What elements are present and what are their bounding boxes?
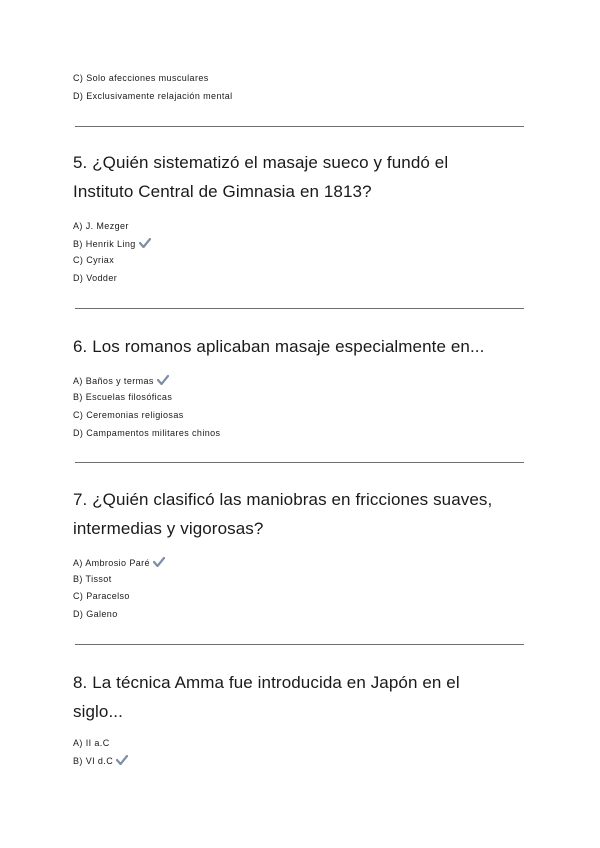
question-6-option-b: B) Escuelas filosóficas (73, 392, 173, 402)
check-icon (153, 557, 165, 567)
question-8-line-2: siglo... (73, 702, 123, 721)
check-icon (157, 375, 169, 385)
question-6-title (73, 332, 533, 361)
divider (75, 462, 524, 463)
question-5-option-d: D) Vodder (73, 273, 118, 283)
question-7-option-b: B) Tissot (73, 574, 112, 584)
question-7-title (73, 485, 533, 543)
question-7-option-c: C) Paracelso (73, 591, 130, 601)
option-d-prev: D) Exclusivamente relajación mental (73, 91, 233, 101)
question-7-line-1: 7. ¿Quién clasificó las maniobras en fricciones suaves, (73, 490, 493, 509)
question-8-line-1: 8. La técnica Amma fue introducida en Japón en el (73, 673, 460, 692)
question-8-title (73, 668, 533, 726)
question-6-option-d: D) Campamentos militares chinos (73, 428, 221, 438)
question-5-title (73, 148, 533, 206)
divider (75, 308, 524, 309)
question-5-line-1: 5. ¿Quién sistematizó el masaje sueco y fundó el (73, 153, 449, 172)
question-8-option-a: A) II a.C (73, 738, 110, 748)
check-icon (116, 755, 128, 765)
question-8-option-b: B) VI d.C (73, 755, 128, 767)
question-7-line-2: intermedias y vigorosas? (73, 519, 264, 538)
question-5-option-a: A) J. Mezger (73, 221, 129, 231)
question-5-option-c: C) Cyriax (73, 255, 115, 265)
question-5-option-b: B) Henrik Ling (73, 238, 151, 250)
divider (75, 126, 524, 127)
check-icon (139, 238, 151, 248)
question-6-option-c: C) Ceremonias religiosas (73, 410, 184, 420)
question-7-option-a: A) Ambrosio Paré (73, 557, 165, 569)
question-6-line-1: 6. Los romanos aplicaban masaje especialmente en... (73, 337, 485, 356)
question-7-option-d: D) Galeno (73, 609, 118, 619)
divider (75, 644, 524, 645)
question-6-option-a: A) Baños y termas (73, 375, 169, 387)
question-5-line-2: Instituto Central de Gimnasia en 1813? (73, 182, 372, 201)
option-c-prev: C) Solo afecciones musculares (73, 73, 209, 83)
